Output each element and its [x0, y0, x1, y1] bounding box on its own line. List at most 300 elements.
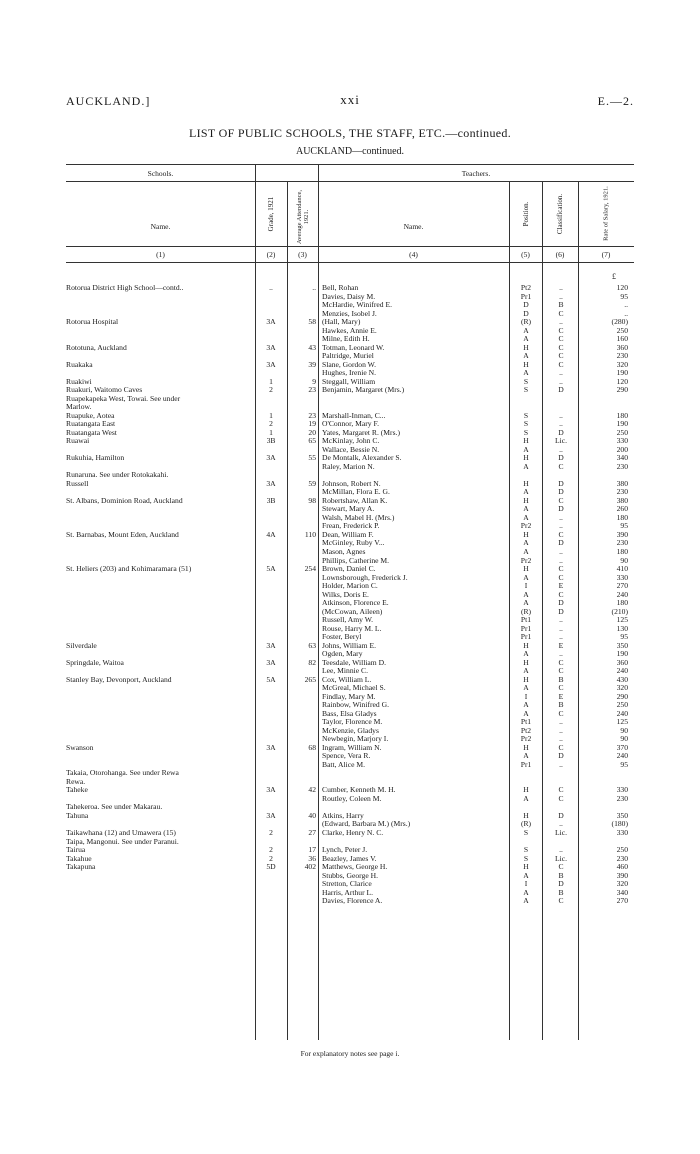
- position-cell: A: [523, 538, 529, 548]
- classification-cell: C: [558, 793, 564, 803]
- salary-cell: 240: [616, 589, 628, 599]
- group-teachers: Teachers.: [461, 169, 491, 178]
- salary-cell: 190: [616, 649, 628, 659]
- teacher-name: McGreal, Michael S.: [322, 683, 386, 693]
- salary-cell: 120: [616, 283, 628, 292]
- position-cell: A: [523, 793, 529, 803]
- teacher-name: Johnson, Robert N.: [322, 478, 381, 488]
- salary-cell: 380: [616, 495, 628, 505]
- position-cell: D: [523, 300, 529, 310]
- classification-cell: D: [558, 504, 564, 514]
- classification-cell: D: [558, 879, 564, 889]
- grade-cell: 3A: [266, 478, 276, 488]
- position-cell: Pt1: [520, 615, 532, 625]
- school-name: Taheke: [66, 785, 88, 795]
- schools-table: [66, 164, 634, 1040]
- classification-cell: D: [558, 598, 564, 608]
- classification-cell: ..: [559, 283, 563, 292]
- classification-cell: E: [558, 640, 564, 650]
- position-cell: H: [523, 657, 529, 667]
- col-number-3: (3): [298, 250, 307, 259]
- salary-cell: 250: [616, 845, 628, 855]
- salary-cell: 190: [616, 419, 628, 429]
- teacher-name: Ingram, William N.: [322, 742, 382, 752]
- salary-cell: 95: [620, 759, 628, 769]
- salary-cell: 90: [620, 555, 628, 565]
- attendance-cell: 254: [304, 564, 316, 574]
- classification-cell: Lic.: [554, 853, 568, 863]
- attendance-cell: 65: [308, 436, 316, 446]
- position-cell: A: [523, 325, 529, 335]
- running-head-right: E.—2.: [597, 94, 634, 108]
- classification-cell: C: [558, 862, 564, 872]
- classification-cell: ..: [559, 734, 563, 744]
- grade-cell: 2: [269, 853, 273, 863]
- grade-cell: 5D: [266, 862, 276, 872]
- salary-cell: 380: [616, 478, 628, 488]
- position-cell: I: [524, 581, 528, 591]
- grade-cell: 3A: [266, 785, 276, 795]
- salary-cell: 125: [616, 717, 628, 727]
- teacher-name: Bell, Rohan: [322, 283, 359, 292]
- table-row: [66, 395, 634, 404]
- position-cell: Pr2: [520, 734, 532, 744]
- classification-cell: ..: [559, 444, 563, 454]
- position-cell: H: [523, 785, 529, 795]
- classification-cell: C: [558, 657, 564, 667]
- classification-cell: ..: [559, 546, 563, 556]
- classification-cell: C: [558, 589, 564, 599]
- school-name: Tahekeroa. See under Makarau.: [66, 802, 163, 812]
- classification-cell: D: [558, 487, 564, 497]
- school-name: Ruatangata East: [66, 419, 116, 429]
- teacher-name: McMillan, Flora E. G.: [322, 487, 390, 497]
- salary-cell: 340: [616, 453, 628, 463]
- salary-cell: 230: [616, 793, 628, 803]
- footnote: For explanatory notes see page i.: [300, 1049, 400, 1058]
- salary-cell: 250: [616, 427, 628, 437]
- position-cell: S: [523, 410, 529, 420]
- salary-cell: 250: [616, 325, 628, 335]
- teacher-name: McKinlay, John C.: [322, 436, 380, 446]
- classification-cell: C: [558, 334, 564, 344]
- salary-cell: 350: [616, 640, 628, 650]
- classification-cell: C: [558, 564, 564, 574]
- teacher-name: (Edward, Barbara M.) (Mrs.): [322, 819, 411, 829]
- position-cell: H: [523, 862, 529, 872]
- salary-cell: 230: [616, 538, 628, 548]
- teacher-name: McGinley, Ruby V...: [322, 538, 385, 548]
- salary-cell: 180: [616, 546, 628, 556]
- col-number-1: (1): [156, 250, 165, 259]
- position-cell: A: [523, 649, 529, 659]
- position-cell: H: [523, 342, 529, 352]
- rule-header-bottom: [66, 262, 634, 263]
- attendance-cell: 63: [308, 640, 316, 650]
- school-name: Stanley Bay, Devonport, Auckland: [66, 674, 172, 684]
- teacher-name: Hughes, Irenie N.: [322, 368, 376, 378]
- school-name: Ruakiwi: [66, 376, 92, 386]
- position-cell: S: [523, 376, 529, 386]
- teacher-name: Atkinson, Florence E.: [322, 598, 389, 608]
- attendance-cell: 17: [308, 845, 316, 855]
- classification-cell: D: [558, 427, 564, 437]
- teacher-name: Newbegin, Marjory I.: [322, 734, 389, 744]
- position-cell: S: [523, 828, 529, 837]
- salary-cell: 230: [616, 461, 628, 471]
- teacher-name: Benjamin, Margaret (Mrs.): [322, 385, 405, 395]
- classification-cell: D: [558, 478, 564, 488]
- teacher-name: Teesdale, William D.: [322, 657, 386, 667]
- school-name: Ruapekapeka West, Towai. See under: [66, 393, 181, 403]
- position-cell: A: [523, 598, 529, 608]
- position-cell: A: [523, 589, 529, 599]
- grade-cell: ..: [269, 283, 273, 292]
- school-name: Ruatangata West: [66, 427, 117, 437]
- position-cell: H: [523, 436, 529, 446]
- teacher-name: Menzies, Isobel J.: [322, 308, 377, 318]
- salary-cell: 320: [616, 879, 628, 889]
- school-name: Rewa.: [66, 776, 86, 786]
- salary-cell: 330: [616, 572, 628, 582]
- classification-cell: ..: [559, 521, 563, 531]
- teacher-name: Batt, Alice M.: [322, 759, 366, 769]
- attendance-cell: 19: [308, 419, 316, 429]
- table-row: [66, 769, 634, 778]
- salary-cell: 180: [616, 410, 628, 420]
- classification-cell: D: [558, 751, 564, 761]
- salary-cell: 200: [616, 444, 628, 454]
- teacher-name: Lownsborough, Frederick J.: [322, 572, 408, 582]
- classification-cell: C: [558, 308, 564, 318]
- school-name: Rukuhia, Hamilton: [66, 453, 125, 463]
- salary-cell: ..: [624, 300, 628, 310]
- attendance-cell: 98: [308, 495, 316, 505]
- position-cell: Pt1: [520, 717, 532, 727]
- grade-cell: 3A: [266, 640, 276, 650]
- school-name: Runaruna. See under Rotokakahi.: [66, 470, 169, 480]
- teacher-name: Yates, Margaret R. (Mrs.): [322, 427, 400, 437]
- salary-cell: 180: [616, 598, 628, 608]
- salary-cell: 240: [616, 751, 628, 761]
- teacher-name: Spence, Vera R.: [322, 751, 371, 761]
- classification-cell: ..: [559, 555, 563, 565]
- teacher-name: Beazley, James V.: [322, 853, 377, 863]
- salary-cell: 460: [616, 862, 628, 872]
- teacher-name: Holder, Marion C.: [322, 581, 378, 591]
- salary-cell: 340: [616, 887, 628, 897]
- school-name: Swanson: [66, 742, 94, 752]
- classification-cell: ..: [559, 419, 563, 429]
- teacher-name: Totman, Leonard W.: [322, 342, 385, 352]
- school-name: Rototuna, Auckland: [66, 342, 127, 352]
- position-cell: S: [523, 853, 529, 863]
- teacher-name: McHardie, Winifred E.: [322, 300, 392, 310]
- rule-group: [66, 181, 634, 182]
- classification-cell: ..: [559, 410, 563, 420]
- position-cell: Pr1: [520, 291, 532, 301]
- attendance-cell: 43: [308, 342, 316, 352]
- teacher-name: Paltridge, Muriel: [322, 351, 374, 361]
- teacher-name: Wallace, Bessie N.: [322, 444, 380, 454]
- classification-cell: Lic.: [554, 436, 568, 446]
- page-number: xxi: [340, 92, 360, 107]
- classification-cell: D: [558, 385, 564, 395]
- salary-cell: 230: [616, 351, 628, 361]
- position-cell: H: [523, 742, 529, 752]
- classification-cell: Lic.: [554, 828, 568, 837]
- col-number-5: (5): [521, 250, 530, 259]
- position-cell: Pr1: [520, 632, 532, 642]
- school-name: Silverdale: [66, 640, 97, 650]
- classification-cell: ..: [559, 632, 563, 642]
- salary-cell: 360: [616, 657, 628, 667]
- table-body: [66, 284, 634, 906]
- classification-cell: ..: [559, 317, 563, 327]
- position-cell: H: [523, 564, 529, 574]
- position-cell: A: [523, 444, 529, 454]
- classification-cell: ..: [559, 368, 563, 378]
- teacher-name: Brown, Daniel C.: [322, 564, 376, 574]
- salary-cell: 160: [616, 334, 628, 344]
- col-classification: Classification.: [556, 193, 564, 235]
- col-attendance: Average Attendance, 1921.: [296, 189, 310, 245]
- teacher-name: Atkins, Harry: [322, 810, 364, 820]
- salary-cell: 430: [616, 674, 628, 684]
- teacher-name: Wilks, Doris E.: [322, 589, 369, 599]
- salary-cell: 90: [620, 725, 628, 735]
- teacher-name: Stubbs, George H.: [322, 870, 378, 880]
- col-grade: Grade, 1921: [267, 196, 275, 232]
- position-cell: A: [523, 700, 529, 710]
- classification-cell: B: [558, 700, 564, 710]
- position-cell: S: [523, 419, 529, 429]
- attendance-cell: 23: [308, 385, 316, 395]
- position-cell: A: [523, 887, 529, 897]
- col-salary: Rate of Salary, 1921.: [602, 186, 610, 241]
- salary-cell: 95: [620, 521, 628, 531]
- salary-cell: 130: [616, 623, 628, 633]
- classification-cell: C: [558, 683, 564, 693]
- teacher-name: Stretton, Clarice: [322, 879, 372, 889]
- school-name: Takaia, Otorohanga. See under Rewa: [66, 768, 179, 778]
- attendance-cell: 42: [308, 785, 316, 795]
- grade-cell: 3B: [266, 495, 276, 505]
- classification-cell: ..: [559, 845, 563, 855]
- teacher-name: Dean, William F.: [322, 529, 374, 539]
- school-name: Takahue: [66, 853, 92, 863]
- classification-cell: C: [558, 359, 564, 369]
- salary-cell: 240: [616, 708, 628, 718]
- teacher-name: Hawkes, Annie E.: [322, 325, 377, 335]
- col-number-6: (6): [555, 250, 565, 259]
- attendance-cell: 40: [308, 810, 316, 820]
- position-cell: S: [523, 845, 529, 855]
- table-row: [66, 897, 634, 906]
- grade-cell: 3B: [266, 436, 276, 446]
- teacher-name: Rouse, Harry M. L.: [322, 623, 382, 633]
- school-name: Ruakuri, Waitomo Caves: [66, 385, 143, 395]
- position-cell: A: [523, 487, 529, 497]
- classification-cell: E: [558, 581, 564, 591]
- teacher-name: Mason, Agnes: [322, 546, 366, 556]
- classification-cell: C: [558, 342, 564, 352]
- teacher-name: (Hall, Mary): [322, 317, 361, 327]
- position-cell: A: [523, 546, 529, 556]
- salary-cell: 330: [616, 785, 628, 795]
- salary-cell: 330: [616, 436, 628, 446]
- classification-cell: ..: [559, 512, 563, 522]
- salary-cell: 120: [616, 376, 628, 386]
- position-cell: A: [523, 334, 529, 344]
- position-cell: H: [523, 359, 529, 369]
- teacher-name: McKenzie, Gladys: [322, 725, 379, 735]
- salary-cell: 260: [616, 504, 628, 514]
- attendance-cell: 402: [304, 862, 316, 872]
- teacher-name: Taylor, Florence M.: [322, 717, 383, 727]
- position-cell: A: [523, 512, 529, 522]
- attendance-cell: 36: [308, 853, 316, 863]
- teacher-name: Milne, Edith H.: [322, 334, 370, 344]
- teacher-name: Clarke, Henry N. C.: [322, 828, 384, 837]
- school-name: Tahuna: [66, 810, 89, 820]
- school-name: Takapuna: [66, 862, 96, 872]
- grade-cell: 2: [269, 419, 273, 429]
- salary-cell: 95: [620, 632, 628, 642]
- teacher-name: Frean, Frederick P.: [322, 521, 380, 531]
- teacher-name: Marshall-Inman, C...: [322, 410, 386, 420]
- school-name: St. Barnabas, Mount Eden, Auckland: [66, 529, 179, 539]
- running-head-left: AUCKLAND.]: [66, 94, 151, 108]
- classification-cell: C: [558, 325, 564, 335]
- position-cell: S: [523, 427, 529, 437]
- position-cell: A: [523, 504, 529, 514]
- position-cell: A: [523, 708, 529, 718]
- document-title: LIST OF PUBLIC SCHOOLS, THE STAFF, ETC.—continued.: [189, 126, 511, 140]
- salary-cell: (210): [611, 606, 628, 616]
- salary-cell: 240: [616, 666, 628, 676]
- teacher-name: Ogden, Mary: [322, 649, 363, 659]
- salary-cell: 125: [616, 615, 628, 625]
- grade-cell: 2: [269, 828, 273, 837]
- salary-cell: 90: [620, 734, 628, 744]
- classification-cell: C: [558, 529, 564, 539]
- position-cell: H: [523, 495, 529, 505]
- attendance-cell: 82: [308, 657, 316, 667]
- salary-cell: 360: [616, 342, 628, 352]
- position-cell: H: [523, 674, 529, 684]
- school-name: Marlow.: [66, 402, 92, 412]
- grade-cell: 3A: [266, 453, 276, 463]
- position-cell: I: [524, 879, 528, 889]
- classification-cell: D: [558, 453, 564, 463]
- position-cell: (R): [520, 606, 532, 616]
- position-cell: Pr1: [520, 623, 532, 633]
- salary-cell: 270: [616, 896, 628, 906]
- rule-top: [66, 164, 634, 165]
- currency-symbol: £: [612, 272, 616, 281]
- attendance-cell: 59: [308, 478, 316, 488]
- grade-cell: 3A: [266, 810, 276, 820]
- rule-numbers: [66, 246, 634, 247]
- attendance-cell: 9: [312, 376, 316, 386]
- school-name: Ruakaka: [66, 359, 93, 369]
- teacher-name: Raley, Marion N.: [322, 461, 375, 471]
- attendance-cell: 265: [304, 674, 316, 684]
- salary-cell: 230: [616, 853, 628, 863]
- salary-cell: 370: [616, 742, 628, 752]
- position-cell: Pr2: [520, 555, 532, 565]
- position-cell: A: [523, 870, 529, 880]
- attendance-cell: 20: [308, 427, 316, 437]
- teacher-name: Harris, Arthur L.: [322, 887, 374, 897]
- teacher-name: (McCowan, Aileen): [322, 606, 383, 616]
- attendance-cell: 58: [308, 317, 316, 327]
- classification-cell: ..: [559, 649, 563, 659]
- position-cell: Pr1: [520, 759, 532, 769]
- salary-cell: (180): [611, 819, 628, 829]
- classification-cell: B: [558, 870, 564, 880]
- attendance-cell: 55: [308, 453, 316, 463]
- teacher-name: Stewart, Mary A.: [322, 504, 375, 514]
- position-cell: Pr2: [520, 521, 532, 531]
- classification-cell: C: [558, 572, 564, 582]
- teacher-name: Bass, Elsa Gladys: [322, 708, 377, 718]
- grade-cell: 3A: [266, 657, 276, 667]
- position-cell: H: [523, 529, 529, 539]
- teacher-name: O'Connor, Mary F.: [322, 419, 379, 429]
- classification-cell: B: [558, 887, 564, 897]
- teacher-name: Russell, Amy W.: [322, 615, 374, 625]
- position-cell: A: [523, 896, 529, 906]
- classification-cell: ..: [559, 376, 563, 386]
- salary-cell: 250: [616, 700, 628, 710]
- position-cell: Pt2: [520, 725, 532, 735]
- salary-cell: 320: [616, 683, 628, 693]
- grade-cell: 1: [269, 427, 273, 437]
- teacher-name: Findlay, Mary M.: [322, 691, 376, 701]
- position-cell: A: [523, 751, 529, 761]
- classification-cell: B: [558, 300, 564, 310]
- grade-cell: 2: [269, 385, 273, 395]
- classification-cell: E: [558, 691, 564, 701]
- classification-cell: C: [558, 495, 564, 505]
- school-name: Ruawai: [66, 436, 90, 446]
- position-cell: H: [523, 478, 529, 488]
- salary-cell: 290: [616, 691, 628, 701]
- document-subtitle: AUCKLAND—continued.: [295, 146, 405, 157]
- salary-cell: 320: [616, 359, 628, 369]
- classification-cell: ..: [559, 623, 563, 633]
- salary-cell: 350: [616, 810, 628, 820]
- attendance-cell: 68: [308, 742, 316, 752]
- school-name: Russell: [66, 478, 89, 488]
- col-number-4: (4): [409, 250, 418, 259]
- classification-cell: D: [558, 538, 564, 548]
- salary-cell: 410: [616, 564, 628, 574]
- classification-cell: C: [558, 461, 564, 471]
- teacher-name: Foster, Beryl: [322, 632, 362, 642]
- position-cell: I: [524, 691, 528, 701]
- classification-cell: D: [558, 810, 564, 820]
- school-name: Taipa, Mangonui. See under Paranui.: [66, 836, 179, 846]
- grade-cell: 3A: [266, 342, 276, 352]
- col-teacher-name: Name.: [403, 222, 424, 231]
- position-cell: A: [523, 351, 529, 361]
- grade-cell: 3A: [266, 359, 276, 369]
- salary-cell: 390: [616, 870, 628, 880]
- teacher-name: Matthews, George H.: [322, 862, 388, 872]
